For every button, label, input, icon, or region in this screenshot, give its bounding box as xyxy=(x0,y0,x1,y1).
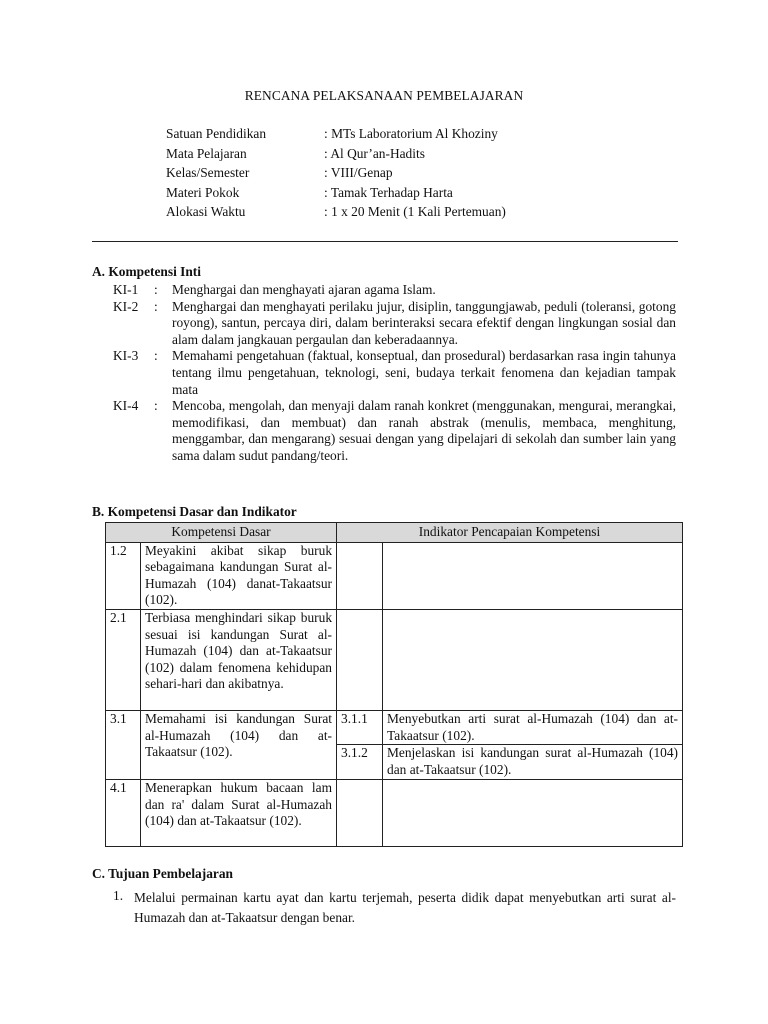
ki-code: KI-1 xyxy=(113,282,139,297)
ki-text: Menghargai dan menghayati ajaran agama Islam. xyxy=(172,282,436,297)
identity-value: : VIII/Genap xyxy=(324,165,393,180)
identity-row xyxy=(166,204,506,224)
tujuan-item xyxy=(113,888,676,927)
indikator-text-empty xyxy=(383,609,683,710)
ki-text: Mencoba, mengolah, dan menyaji dalam ranah konkret (menggunakan, mengurai, merangkai, memodifikasi, dan membuat) dan ranah abstrak (menulis, membaca, menghitung, menggambar, dan mengarang) sesuai dengan yang dipelajari di sekolah dan sumber lain yang sama dalam sudut pandang/teori. xyxy=(172,398,676,463)
kd-number: 1.2 xyxy=(106,542,141,609)
section-c-heading: C. Tujuan Pembelajaran xyxy=(92,866,233,881)
ki-code: KI-4 xyxy=(113,398,139,414)
identity-value: : Tamak Terhadap Harta xyxy=(324,184,453,200)
indikator-number: 3.1.2 xyxy=(337,745,383,780)
indikator-number-empty xyxy=(337,780,383,847)
kd-text: Menerapkan hukum bacaan lam dan ra' dalam Surat al-Humazah (104) dan at-Takaatsur (102). xyxy=(141,780,337,847)
kd-text: Terbiasa menghindari sikap buruk sesuai isi kandungan Surat al-Humazah (104) dan at-Takaatsur (102) dalam fenomena kehidupan sehari-hari dan akibatnya. xyxy=(141,609,337,710)
identity-label: Alokasi Waktu xyxy=(166,204,246,219)
identity-label: Kelas/Semester xyxy=(166,165,250,180)
ki-colon: : xyxy=(154,398,158,414)
kd-number: 2.1 xyxy=(106,609,141,710)
kd-text: Meyakini akibat sikap buruk sebagaimana kandungan Surat al-Humazah (104) danat-Takaatsur (102). xyxy=(141,542,337,609)
ki-item xyxy=(113,282,676,299)
identity-row xyxy=(166,126,506,146)
indikator-text-empty xyxy=(383,542,683,609)
identity-label: Mata Pelajaran xyxy=(166,145,247,161)
table-row xyxy=(106,710,683,744)
indikator-text: Menyebutkan arti surat al-Humazah (104) dan at-Takaatsur (102). xyxy=(383,710,683,744)
ki-item xyxy=(113,398,676,464)
table-row xyxy=(106,780,683,847)
kd-number: 3.1 xyxy=(106,710,141,779)
ki-code: KI-2 xyxy=(113,298,139,314)
indikator-number: 3.1.1 xyxy=(337,710,383,744)
tujuan-number: 1. xyxy=(113,888,124,903)
section-a-heading: A. Kompetensi Inti xyxy=(92,264,201,279)
horizontal-divider xyxy=(92,241,678,242)
indikator-number-empty xyxy=(337,542,383,609)
identity-label: Satuan Pendidikan xyxy=(166,126,267,141)
kd-number: 4.1 xyxy=(106,780,141,847)
indikator-number-empty xyxy=(337,609,383,710)
document-title: RENCANA PELAKSANAAN PEMBELAJARAN xyxy=(244,88,524,103)
ki-item xyxy=(113,348,676,398)
tujuan-text: Melalui permainan kartu ayat dan kartu terjemah, peserta didik dapat menyebutkan arti surat al-Humazah dan at-Takaatsur dengan benar. xyxy=(134,890,676,925)
kd-text: Memahami isi kandungan Surat al-Humazah (104) dan at-Takaatsur (102). xyxy=(141,710,337,779)
ki-colon: : xyxy=(154,282,158,297)
identity-row xyxy=(166,146,506,166)
kompetensi-inti-list xyxy=(113,282,676,465)
ki-text: Memahami pengetahuan (faktual, konseptual, dan prosedural) berdasarkan rasa ingin tahunya tentang ilmu pengetahuan, teknologi, seni, budaya terkait fenomena dan kejadian tampak mata xyxy=(172,348,676,397)
table-row xyxy=(106,609,683,710)
table-row xyxy=(106,542,683,609)
kompetensi-table xyxy=(105,522,683,847)
column-header-indikator: Indikator Pencapaian Kompetensi xyxy=(337,523,683,543)
identity-row xyxy=(166,185,506,205)
identity-value: : 1 x 20 Menit (1 Kali Pertemuan) xyxy=(324,204,506,219)
ki-colon: : xyxy=(154,348,158,364)
identity-label: Materi Pokok xyxy=(166,184,240,200)
identity-block xyxy=(166,126,506,224)
indikator-text: Menjelaskan isi kandungan surat al-Humazah (104) dan at-Takaatsur (102). xyxy=(383,745,683,780)
section-b-heading: B. Kompetensi Dasar dan Indikator xyxy=(92,504,297,519)
identity-row xyxy=(166,165,506,185)
identity-value: : Al Qur’an-Hadits xyxy=(324,145,425,161)
ki-item xyxy=(113,299,676,349)
ki-colon: : xyxy=(154,298,158,314)
ki-text: Menghargai dan menghayati perilaku jujur, disiplin, tanggungjawab, peduli (toleransi, gotong royong), santun, percaya diri, dalam berinteraksi secara efektif dengan lingkungan sosial dan alam dalam jangkauan pergaulan dan keberadaannya. xyxy=(172,298,676,347)
table-header-row xyxy=(106,523,683,543)
column-header-kd: Kompetensi Dasar xyxy=(106,523,337,543)
indikator-text-empty xyxy=(383,780,683,847)
identity-value: : MTs Laboratorium Al Khoziny xyxy=(324,126,498,141)
ki-code: KI-3 xyxy=(113,348,139,364)
